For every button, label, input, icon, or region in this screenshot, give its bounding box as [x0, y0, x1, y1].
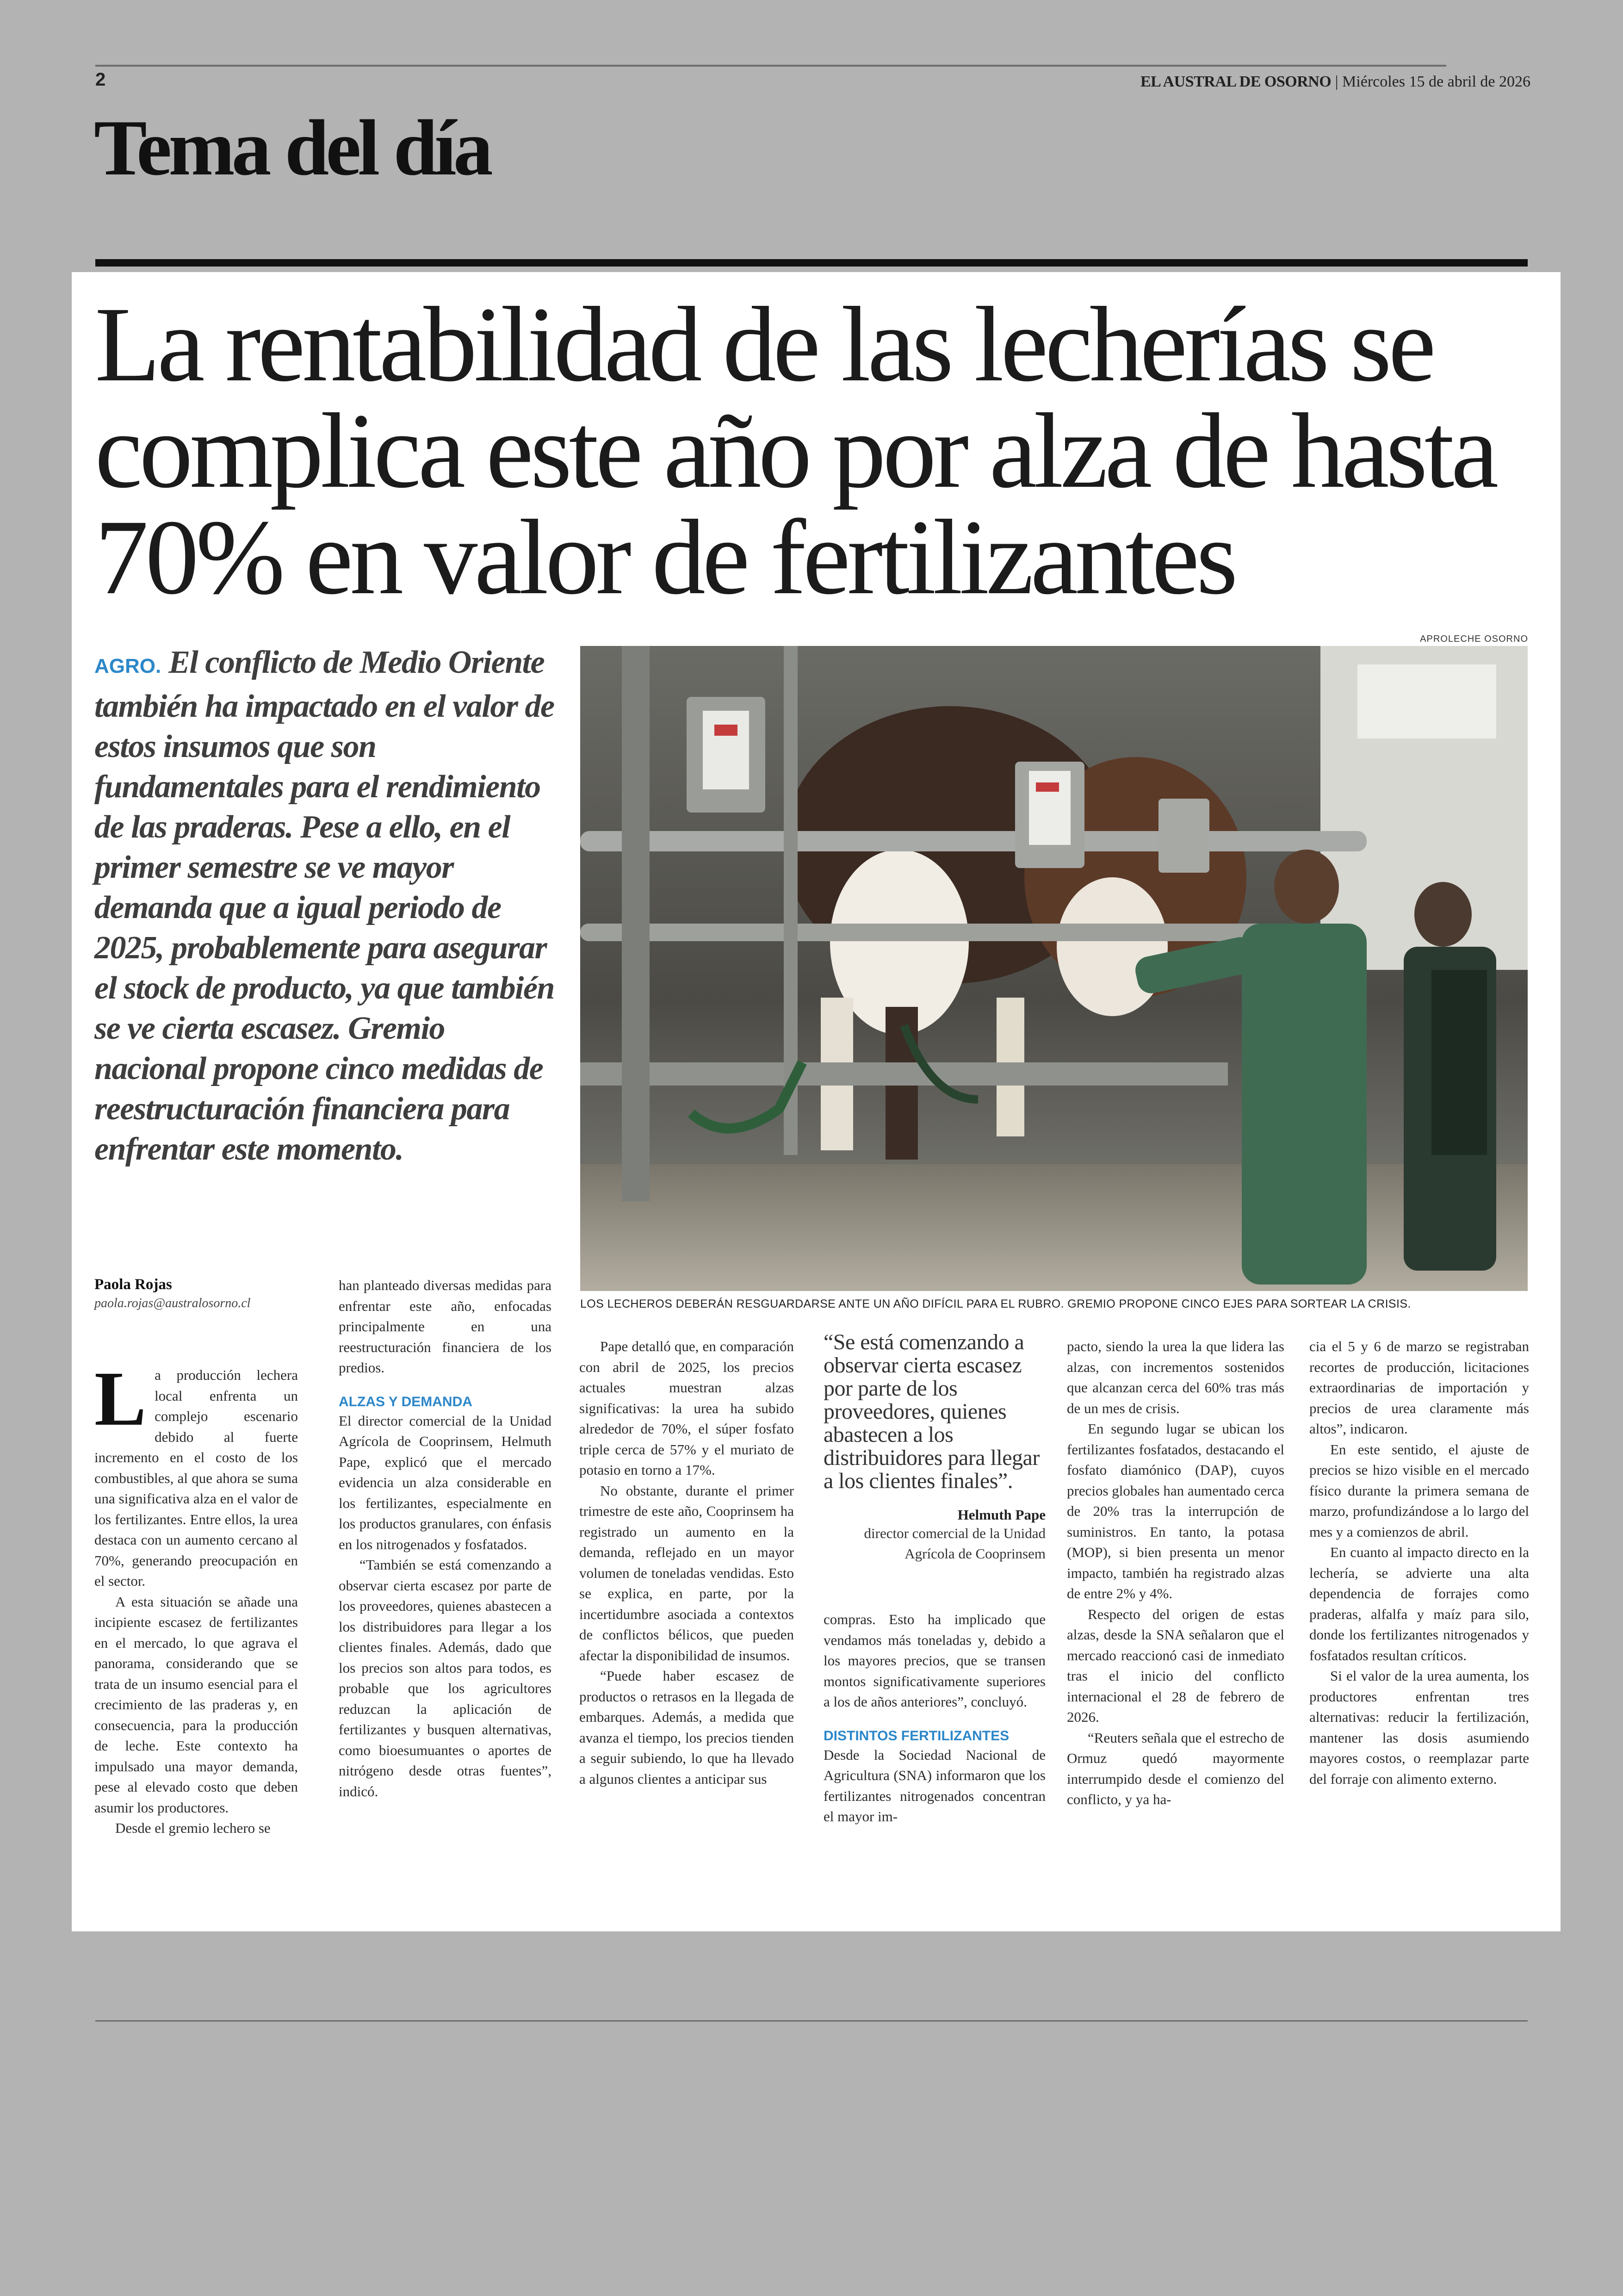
col3-para1: Pape detalló que, en comparación con abril de 2025, los precios actuales muestran alzas significativas: la urea ha subido alrededor de 70%, el súper fosfato triple cerca de 57% y el muriato de potasio en torno a 17%.	[579, 1338, 794, 1478]
section-title: Tema del día	[94, 104, 490, 192]
column-2	[339, 1275, 551, 1802]
photo-caption: LOS LECHEROS DEBERÁN RESGUARDARSE ANTE UN AÑO DIFÍCIL PARA EL RUBRO. GREMIO PROPONE CINCO EJES PARA SORTEAR LA CRISIS.	[580, 1297, 1411, 1310]
newspaper-name: EL AUSTRAL DE OSORNO	[1140, 73, 1332, 90]
lead-tag: AGRO.	[94, 655, 161, 677]
col2-para1: han planteado diversas medidas para enfrentar este año, enfocadas principalmente en una reestructuración financiera de los predios.	[339, 1277, 551, 1376]
article-sheet	[72, 272, 1561, 1931]
pull-quote-role: director comercial de la Unidad Agrícola de Cooprinsem	[864, 1525, 1046, 1562]
col2-para2: El director comercial de la Unidad Agrícola de Cooprinsem, Helmuth Pape, explicó que el mercado evidencia un alza considerable en los fertilizantes, especialmente en los productos granulares, con énfasis en los nitrogenados y fosfatados.	[339, 1412, 551, 1552]
article-lead	[94, 642, 557, 1169]
section-rule	[95, 259, 1528, 267]
pull-quote-name: Helmuth Pape	[957, 1507, 1046, 1523]
top-rule	[95, 65, 1446, 67]
drop-cap: L	[94, 1356, 147, 1442]
photo-credit: APROLECHE OSORNO	[1420, 634, 1528, 644]
col5-para2: En segundo lugar se ubican los fertilizantes fosfatados, destacando el fosfato diamónico (DAP), cuyos precios globales han aumentado cerca de 20% tras la interrupción de suministros. En tanto, la potasa (MOP), si bien presenta un menor impacto, también ha registrado alzas de entre 2% y 4%.	[1067, 1421, 1284, 1601]
issue-date: | Miércoles 15 de abril de 2026	[1335, 73, 1530, 90]
byline	[94, 1276, 289, 1311]
col1-para3: Desde el gremio lechero se	[115, 1820, 271, 1836]
col6-para3: En cuanto al impacto directo en la lechería, se advierte una alta dependencia de forrajes como praderas, alfalfa y maíz para silo, donde los fertilizantes nitrogenados y fosfatados resultan críticos.	[1309, 1544, 1529, 1663]
col1-para1-text: a producción lechera local enfrenta un complejo escenario debido al fuerte incremento en el costo de los combustibles, al que ahora se suma una significativa alza en el valor de los fertilizantes. Entre ellos, la urea destaca con un aumento cercano al 70%, generando preocupación en el sector.	[94, 1367, 298, 1589]
pull-quote	[824, 1331, 1046, 1564]
column-5	[1067, 1336, 1284, 1810]
col3-para2: No obstante, durante el primer trimestre de este año, Cooprinsem ha registrado un aumento en la demanda, reflejado en un mayor volumen de toneladas vendidas. Esto se explica, en parte, por la incertidumbre asociada a contextos de conflictos bélicos, que pueden afectar la disponibilidad de insumos.	[579, 1482, 794, 1663]
col6-para4: Si el valor de la urea aumenta, los productores enfrentan tres alternativas: reducir la fertilización, mantener las dosis asumiendo mayores costos, o reemplazar parte del forraje con alimento externo.	[1309, 1668, 1529, 1787]
masthead	[1140, 73, 1530, 91]
col2-para3: “También se está comenzando a observar cierta escasez por parte de los proveedores, quienes abastecen a los distribuidores para llegar a los clientes finales. Además, dado que los precios son altos para todos, es probable que los agricultores reduzcan la aplicación de fertilizantes y busquen alternativas, como bioesumuantes o aportes de nitrógeno desde otras fuentes”, indicó.	[339, 1557, 551, 1800]
column-4	[824, 1609, 1046, 1827]
subhead-alzas-demanda: ALZAS Y DEMANDA	[339, 1394, 472, 1409]
pull-quote-text: “Se está comenzando a observar cierta escasez por parte de los proveedores, quienes abastecen a los distribuidores para llegar a los clientes finales”.	[824, 1330, 1040, 1493]
author-name: Paola Rojas	[94, 1276, 172, 1293]
col5-para1: pacto, siendo la urea la que lidera las alzas, con incrementos sostenidos que alcanzan cerca del 60% tras más de un mes de crisis.	[1067, 1338, 1284, 1416]
col4-para1: compras. Esto ha implicado que vendamos más toneladas y, debido a los mayores precios, que se transen montos significativamente superiores a los de años anteriores”, concluyó.	[824, 1611, 1046, 1710]
col4-para2: Desde la Sociedad Nacional de Agricultura (SNA) informaron que los fertilizantes nitrogenados concentran el mayor im-	[824, 1746, 1046, 1824]
col1-para1	[94, 1356, 298, 1592]
col6-para2: En este sentido, el ajuste de precios se hizo visible en el mercado físico durante la primera semana de marzo, profundizándose a lo largo del mes y a comienzos de abril.	[1309, 1441, 1529, 1540]
column-3	[579, 1336, 794, 1789]
column-1	[94, 1356, 298, 1839]
col6-para1: cia el 5 y 6 de marzo se registraban recortes de producción, licitaciones extraordinarias de importación y precios de urea claramente más altos”, indicaron.	[1309, 1338, 1529, 1437]
author-email: paola.rojas@australosorno.cl	[94, 1296, 251, 1310]
bottom-rule	[95, 2020, 1528, 2022]
article-headline: La rentabilidad de las lecherías se complica este año por alza de hasta 70% en valor de fertilizantes	[95, 285, 1496, 617]
subhead-distintos-fertilizantes: DISTINTOS FERTILIZANTES	[824, 1728, 1010, 1744]
milking-parlor-photo	[580, 646, 1528, 1291]
col5-para3: Respecto del origen de estas alzas, desde la SNA señalaron que el mercado reaccionó casi de inmediato tras el inicio del conflicto internacional el 28 de febrero de 2026.	[1067, 1606, 1284, 1725]
col3-para3: “Puede haber escasez de productos o retrasos en la llegada de embarques. Además, a medida que avanza el tiempo, los precios tienden a seguir subiendo, lo que ha llevado a algunos clientes a anticipar sus	[579, 1668, 794, 1787]
page-number: 2	[95, 69, 106, 90]
col1-para2: A esta situación se añade una incipiente escasez de fertilizantes en el mercado, lo que agrava el panorama, considerando que se trata de un insumo esencial para el crecimiento de las praderas y, en consecuencia, para la producción de leche. Este contexto ha impulsado una mayor demanda, pese al elevado costo que deben asumir los productores.	[94, 1593, 298, 1816]
col5-para4: “Reuters señala que el estrecho de Ormuz quedó mayormente interrumpido desde el comienzo del conflicto, y ya ha-	[1067, 1729, 1284, 1807]
lead-text: El conflicto de Medio Oriente también ha impactado en el valor de estos insumos que son fundamentales para el rendimiento de las praderas. Pese a ello, en el primer semestre se ve mayor demanda que a igual periodo de 2025, probablemente para asegurar el stock de producto, ya que también se ve cierta escasez. Gremio nacional propone cinco medidas de reestructuración financiera para enfrentar este momento.	[94, 645, 554, 1167]
column-6	[1309, 1336, 1529, 1789]
